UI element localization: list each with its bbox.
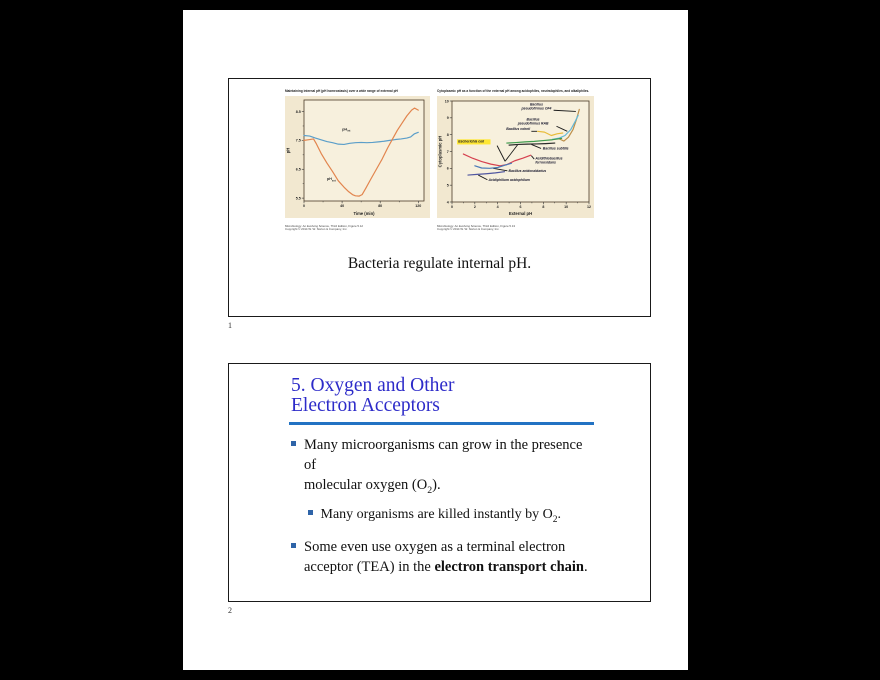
svg-text:6: 6 (446, 166, 449, 171)
svg-text:7.5: 7.5 (295, 138, 301, 143)
figure-credit-right (437, 225, 594, 232)
slide-2 (228, 363, 651, 602)
svg-text:9: 9 (446, 116, 449, 121)
svg-text:Cytoplasmic pH: Cytoplasmic pH (437, 135, 443, 168)
slide-title (291, 376, 594, 417)
figure-cytoplasmic-ph (437, 87, 594, 232)
svg-text:pH: pH (285, 147, 291, 154)
figure-credit-left (285, 225, 431, 232)
svg-text:Acidithiobacillusferrooxidans: Acidithiobacillus ferrooxidans (535, 156, 563, 165)
slide-1 (228, 78, 651, 317)
chart-title-left: Maintaining internal pH (pH homeostasis) over a wide range of external pH (285, 89, 398, 93)
chart-title-right: Cytoplasmic pH as a function of the external pH among acidophiles, neutralophiles, and alkaliphiles. (437, 89, 590, 93)
slide-caption: Bacteria regulate internal pH. (347, 255, 532, 272)
svg-text:8.5: 8.5 (295, 109, 301, 114)
cytoplasmic-ph-chart (437, 96, 594, 218)
svg-text:40: 40 (340, 204, 345, 209)
svg-text:Bacilluspseudofirmus OF4: Bacillus pseudofirmus OF4 (521, 102, 552, 111)
svg-text:4: 4 (496, 205, 499, 210)
svg-text:4: 4 (446, 200, 449, 205)
svg-text:pHext: $pH_{ext}$ (326, 177, 336, 183)
bullet-1-line-1: Many microorganisms can grow in the presence of (304, 436, 583, 473)
bullet-2-line-1: Some even use oxygen as a terminal electron (304, 538, 566, 555)
svg-text:80: 80 (378, 204, 383, 209)
credit-line: Copyright © 2014 W. W. Norton & Company, Inc. (285, 227, 348, 232)
page-number-1: 1 (228, 321, 232, 330)
sub-bullet-text: Many organisms are killed instantly by $O_2$. (320, 507, 562, 525)
svg-text:0: 0 (451, 205, 453, 210)
svg-text:Acidiphilium acidophilum: Acidiphilium acidophilum (488, 177, 530, 182)
svg-text:5.5: 5.5 (295, 196, 301, 201)
bullet-square-icon (308, 510, 313, 515)
slide-title-line-1: 5. Oxygen and Other (291, 375, 455, 396)
svg-text:2: 2 (473, 205, 476, 210)
svg-text:10: 10 (564, 205, 569, 210)
svg-text:Bacilluspseudofirmus RAB: Bacillus pseudofirmus RAB (517, 117, 549, 126)
bullet-1-text (304, 435, 594, 497)
bullet-square-icon (291, 543, 296, 548)
svg-text:8: 8 (446, 132, 449, 137)
svg-text:7: 7 (446, 149, 449, 154)
svg-text:Escherichia coli: Escherichia coli (458, 139, 485, 144)
svg-text:0: 0 (303, 204, 305, 209)
credit-line: Copyright © 2014 W. W. Norton & Company, Inc. (437, 227, 500, 232)
svg-text:pHint: $pH_{int}$ (342, 127, 351, 133)
slide-2-content (291, 376, 594, 577)
ph-homeostasis-chart (285, 96, 430, 218)
svg-text:6: 6 (519, 205, 522, 210)
sub-bullet-item (308, 505, 594, 527)
credit-line: Microbiology: An Evolving Science, Third Edition, Figure 5.13 (437, 224, 516, 228)
bullet-2-line-2: acceptor (TEA) in the electron transport chain. (304, 558, 588, 575)
page-number-2: 2 (228, 606, 232, 615)
svg-text:120: 120 (415, 204, 422, 209)
bullet-square-icon (291, 441, 296, 446)
svg-text:12: 12 (587, 205, 591, 210)
svg-text:Time (min): Time (min) (353, 210, 375, 216)
svg-text:5: 5 (446, 183, 449, 188)
credit-line: Microbiology: An Evolving Science, Third Edition, Figure 5.12 (285, 224, 364, 228)
bullet-item-2 (291, 537, 594, 577)
slide-title-line-2: Electron Acceptors (291, 395, 440, 417)
svg-text:Bacillus cohnii: Bacillus cohnii (506, 126, 531, 131)
bullet-item-1 (291, 435, 594, 497)
svg-text:Bacillus subtilis: Bacillus subtilis (542, 146, 569, 151)
svg-text:Bacillus acidocaldarius: Bacillus acidocaldarius (508, 169, 547, 174)
svg-text:External pH: External pH (508, 210, 533, 216)
svg-text:10: 10 (444, 99, 449, 104)
title-rule (289, 422, 594, 425)
figure-ph-homeostasis (285, 87, 431, 232)
document-page (183, 10, 688, 670)
svg-text:6.5: 6.5 (295, 167, 301, 172)
svg-text:8: 8 (542, 205, 545, 210)
bullet-1-line-2: molecular oxygen $(O_2)$. (304, 476, 441, 496)
bullet-2-text (304, 537, 588, 577)
